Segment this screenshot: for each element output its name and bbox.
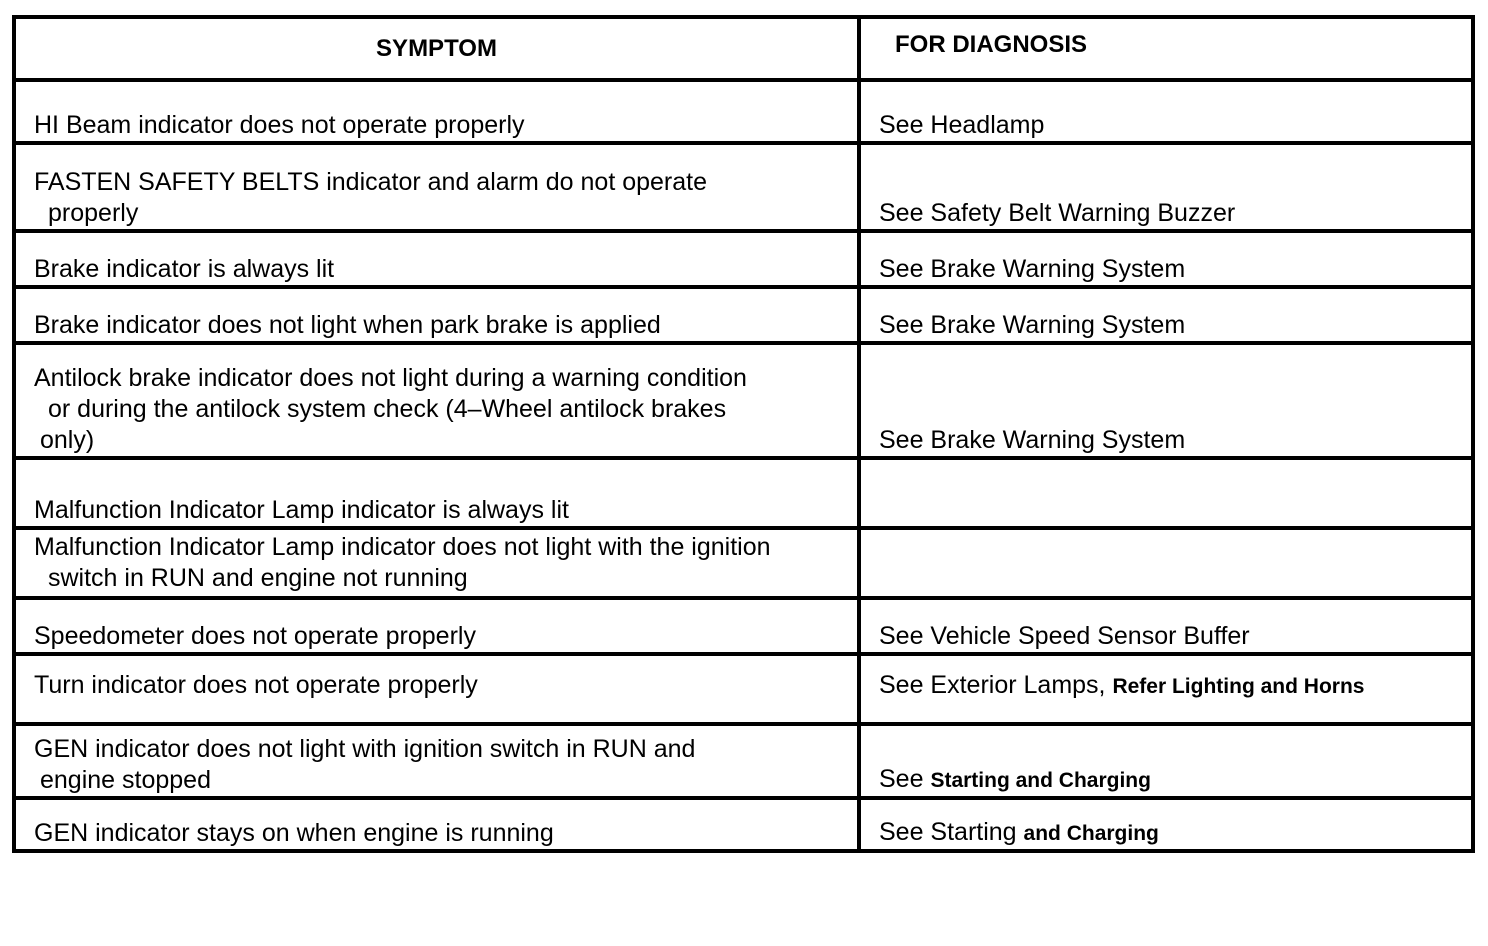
diagnosis-cell — [859, 80, 1473, 143]
symptom-cell — [14, 528, 859, 598]
table-row — [14, 231, 1473, 287]
table-row — [14, 528, 1473, 598]
table-row — [14, 143, 1473, 231]
symptom-line: only) — [40, 426, 95, 454]
symptom-line: Malfunction Indicator Lamp indicator does not light with the ignition — [34, 533, 771, 561]
diagnosis-reference: and Charging — [1023, 822, 1159, 845]
diagnosis-text: See Safety Belt Warning Buzzer — [879, 199, 1236, 227]
diagnosis-table — [12, 15, 1475, 853]
symptom-line: FASTEN SAFETY BELTS indicator and alarm do not operate — [34, 168, 708, 196]
symptom-cell — [14, 458, 859, 528]
diagnosis-cell — [859, 798, 1473, 851]
diagnosis-text: See Brake Warning System — [879, 311, 1186, 339]
table-row — [14, 343, 1473, 458]
header-for-diagnosis: FOR DIAGNOSIS — [859, 17, 1473, 80]
symptom-line: Brake indicator is always lit — [34, 255, 335, 283]
table-row — [14, 598, 1473, 654]
diagnosis-text: See — [879, 765, 931, 793]
diagnosis-cell — [859, 598, 1473, 654]
symptom-line: Antilock brake indicator does not light during a warning condition — [34, 364, 747, 392]
header-symptom: SYMPTOM — [14, 17, 859, 80]
symptom-line: engine stopped — [40, 766, 211, 794]
symptom-line: GEN indicator does not light with ignition switch in RUN and — [34, 735, 696, 763]
diagnosis-cell — [859, 343, 1473, 458]
diagnosis-text: See Starting — [879, 818, 1017, 846]
symptom-line: Malfunction Indicator Lamp indicator is always lit — [34, 496, 569, 524]
table-row — [14, 80, 1473, 143]
diagnosis-cell — [859, 287, 1473, 343]
symptom-line: HI Beam indicator does not operate properly — [34, 111, 525, 139]
symptom-line: Speedometer does not operate properly — [34, 622, 476, 650]
symptom-cell — [14, 231, 859, 287]
diagnosis-cell — [859, 654, 1473, 724]
diagnosis-reference: Starting and Charging — [930, 769, 1151, 792]
diagnosis-cell — [859, 231, 1473, 287]
symptom-line: GEN indicator stays on when engine is running — [34, 819, 554, 847]
diagnosis-cell — [859, 143, 1473, 231]
table-row — [14, 798, 1473, 851]
symptom-cell — [14, 598, 859, 654]
table-row — [14, 654, 1473, 724]
table-row — [14, 287, 1473, 343]
symptom-line: Turn indicator does not operate properly — [34, 671, 478, 699]
diagnosis-text: See Exterior Lamps, — [879, 671, 1106, 699]
symptom-cell — [14, 654, 859, 724]
diagnosis-text: See Brake Warning System — [879, 255, 1186, 283]
symptom-cell — [14, 287, 859, 343]
diagnosis-text: See Brake Warning System — [879, 426, 1186, 454]
symptom-line: Brake indicator does not light when park brake is applied — [34, 311, 661, 339]
symptom-cell — [14, 798, 859, 851]
symptom-cell — [14, 724, 859, 798]
symptom-cell — [14, 80, 859, 143]
symptom-line: or during the antilock system check (4–Wheel antilock brakes — [48, 395, 727, 423]
table-header-row — [14, 17, 1473, 80]
diagnosis-cell — [859, 724, 1473, 798]
symptom-cell — [14, 343, 859, 458]
symptom-line: switch in RUN and engine not running — [48, 564, 468, 592]
diagnosis-reference: Refer Lighting and Horns — [1112, 675, 1365, 698]
diagnosis-cell — [859, 528, 1473, 598]
table-row — [14, 724, 1473, 798]
symptom-cell — [14, 143, 859, 231]
diagnosis-text: See Vehicle Speed Sensor Buffer — [879, 622, 1250, 650]
diagnosis-cell — [859, 458, 1473, 528]
diagnosis-text: See Headlamp — [879, 111, 1045, 139]
table-row — [14, 458, 1473, 528]
symptom-line: properly — [48, 199, 139, 227]
